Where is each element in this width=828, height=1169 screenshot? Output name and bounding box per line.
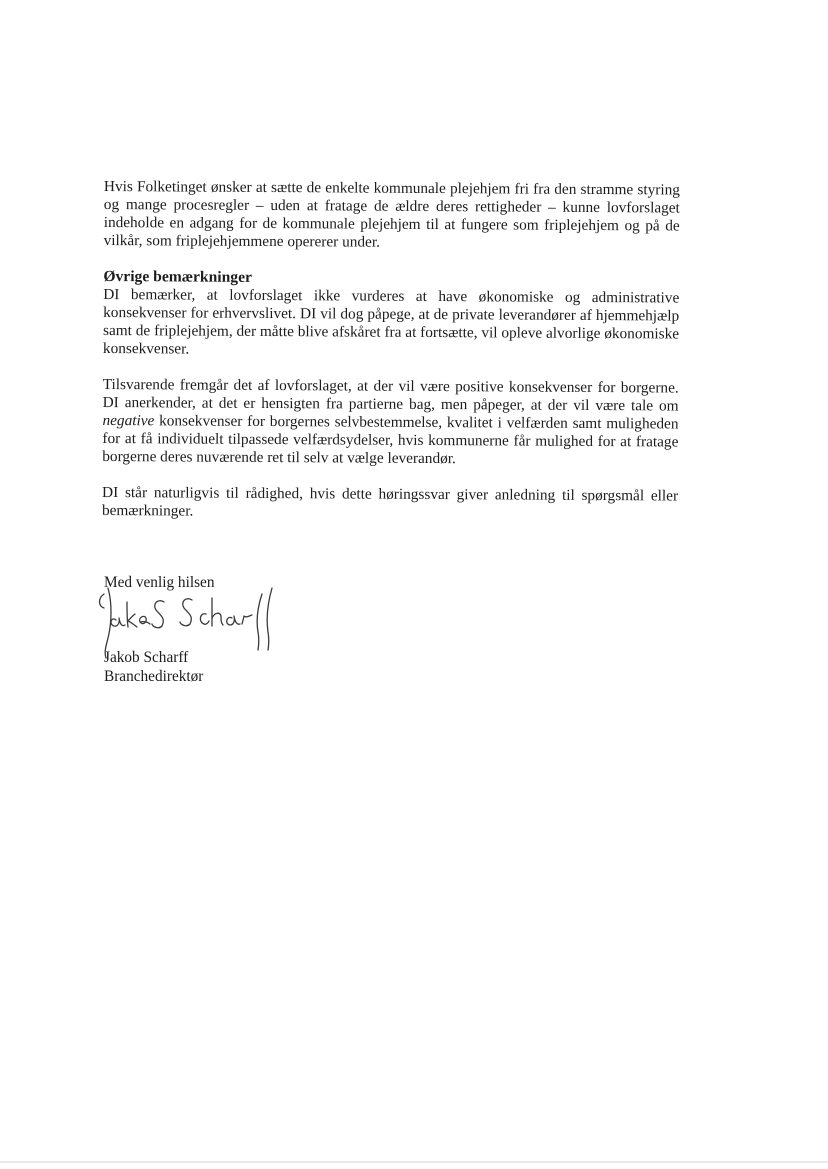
paragraph-folketinget: Hvis Folketinget ønsker at sætte de enkelte kommunale plejehjem fri fra den stramme styring og mange procesregler – uden at fratage de ældre deres rettigheder – kunne lovforslaget indeholde en adgang for de kommunale plejehjem til at fungere som friplejehjem og på de vilkår, som friplejehjemmene opererer under. <box>103 178 680 251</box>
section-heading: Øvrige bemærkninger <box>103 267 253 286</box>
letter-body <box>102 178 680 524</box>
paragraph-tilsvarende-end: konsekvenser for borgernes selvbestemmelse, kvalitet i velfærden samt muligheden for at få individuelt tilpassede velfærdsydelser, hvis kommunerne får mulighed for at fratage borgerne deres nuværende ret til selv at vælge leverandør. <box>102 412 679 468</box>
signer-block <box>104 648 203 686</box>
scan-edge <box>0 1161 828 1163</box>
paragraph-tilsvarende <box>102 376 679 470</box>
paragraph-ovrige: DI bemærker, at lovforslaget ikke vurderes at have økonomiske og administrative konsekvenser for erhvervslivet. DI vil dog påpege, at de private leverandører af hjemmehjælp samt de friplejehjem, der måtte blive afskåret fra at fortsætte, vil opleve alvorlige økonomiske konsekvenser. <box>102 285 680 358</box>
paragraph-raadighed: DI står naturligvis til rådighed, hvis dette høringssvar giver anledning til spørgsmål eller bemærkninger. <box>101 483 679 520</box>
closing-greeting: Med venlig hilsen <box>104 574 215 591</box>
paragraph-tilsvarende-start: Tilsvarende fremgår det af lovforslaget, at der vil være positive konsekvenser for borgerne. DI anerkender, at det er hensigten fra partierne bag, men påpeger, at der vil være tale om <box>102 375 679 415</box>
signer-title: Branchedirektør <box>104 668 204 685</box>
emphasis-negative: negative <box>102 411 155 430</box>
signer-name: Jakob Scharff <box>104 649 189 666</box>
